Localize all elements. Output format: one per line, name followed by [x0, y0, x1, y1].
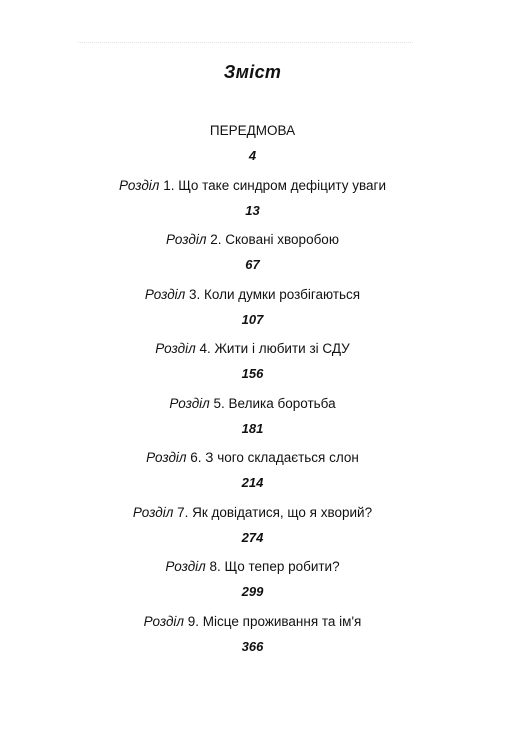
toc-entry-page-number: 274 — [241, 529, 264, 545]
toc-entry-page-number: 107 — [241, 311, 264, 327]
toc-entry-text: 5. Велика боротьба — [209, 395, 336, 411]
toc-entry-prefix: Розділ — [132, 504, 174, 520]
toc-entry-text: 1. Що таке синдром дефіциту уваги — [159, 177, 386, 193]
toc-entry-page-number: 214 — [241, 475, 264, 490]
toc-entry-page-number: 181 — [241, 420, 264, 436]
toc-entry-line — [0, 504, 505, 522]
page-title: Зміст — [223, 62, 282, 82]
toc-entry-chapter-2 — [0, 231, 505, 286]
toc-entry-page-number: 4 — [248, 148, 257, 163]
toc-entry-text: 2. Сковані хворобою — [206, 232, 339, 247]
toc-entry-line — [0, 395, 505, 413]
toc-entry-chapter-3 — [0, 286, 505, 341]
page-top-rule — [78, 42, 413, 43]
toc-entry-prefix: Розділ — [143, 613, 185, 629]
toc-entry-prefix: Розділ — [165, 559, 206, 574]
toc-entry-text: ПЕРЕДМОВА — [209, 123, 296, 138]
toc-entry-prefix: Розділ — [155, 341, 196, 356]
toc-entry-chapter-1 — [0, 177, 505, 232]
toc-entry-chapter-6 — [0, 449, 505, 504]
toc-entry-text: 6. З чого складається слон — [186, 450, 359, 465]
toc-entry-chapter-9 — [0, 613, 505, 668]
toc-entry-chapter-5 — [0, 395, 505, 450]
table-of-contents — [0, 122, 505, 667]
toc-entry-text: 8. Що тепер робити? — [205, 559, 340, 574]
toc-entry-prefix: Розділ — [119, 177, 160, 193]
toc-entry-chapter-8 — [0, 558, 505, 613]
toc-entry-line — [0, 613, 505, 631]
toc-entry-line — [0, 449, 505, 467]
toc-entry-page-number: 67 — [245, 257, 260, 272]
toc-entry-page-number: 13 — [245, 202, 260, 218]
toc-entry-page-number: 299 — [241, 584, 264, 599]
toc-entry-chapter-7 — [0, 504, 505, 559]
toc-entry-text: 4. Жити і любити зі СДУ — [195, 341, 350, 356]
toc-entry-line — [0, 558, 505, 576]
toc-entry-line — [0, 340, 505, 358]
toc-entry-text: 7. Як довідатися, що я хворий? — [173, 504, 373, 520]
toc-entry-line — [0, 286, 505, 304]
toc-entry-preface — [0, 122, 505, 177]
toc-entry-prefix: Розділ — [166, 232, 207, 247]
toc-entry-page-number: 366 — [241, 638, 264, 654]
toc-entry-text: 3. Коли думки розбігаються — [185, 286, 361, 302]
toc-entry-prefix: Розділ — [146, 450, 187, 465]
toc-entry-line — [0, 231, 505, 249]
toc-entry-text: 9. Місце проживання та ім'я — [184, 613, 362, 629]
toc-entry-prefix: Розділ — [169, 395, 210, 411]
toc-entry-prefix: Розділ — [144, 286, 186, 302]
toc-entry-chapter-4 — [0, 340, 505, 395]
toc-entry-line — [0, 122, 505, 140]
toc-entry-page-number: 156 — [241, 366, 264, 381]
toc-entry-line — [0, 177, 505, 195]
